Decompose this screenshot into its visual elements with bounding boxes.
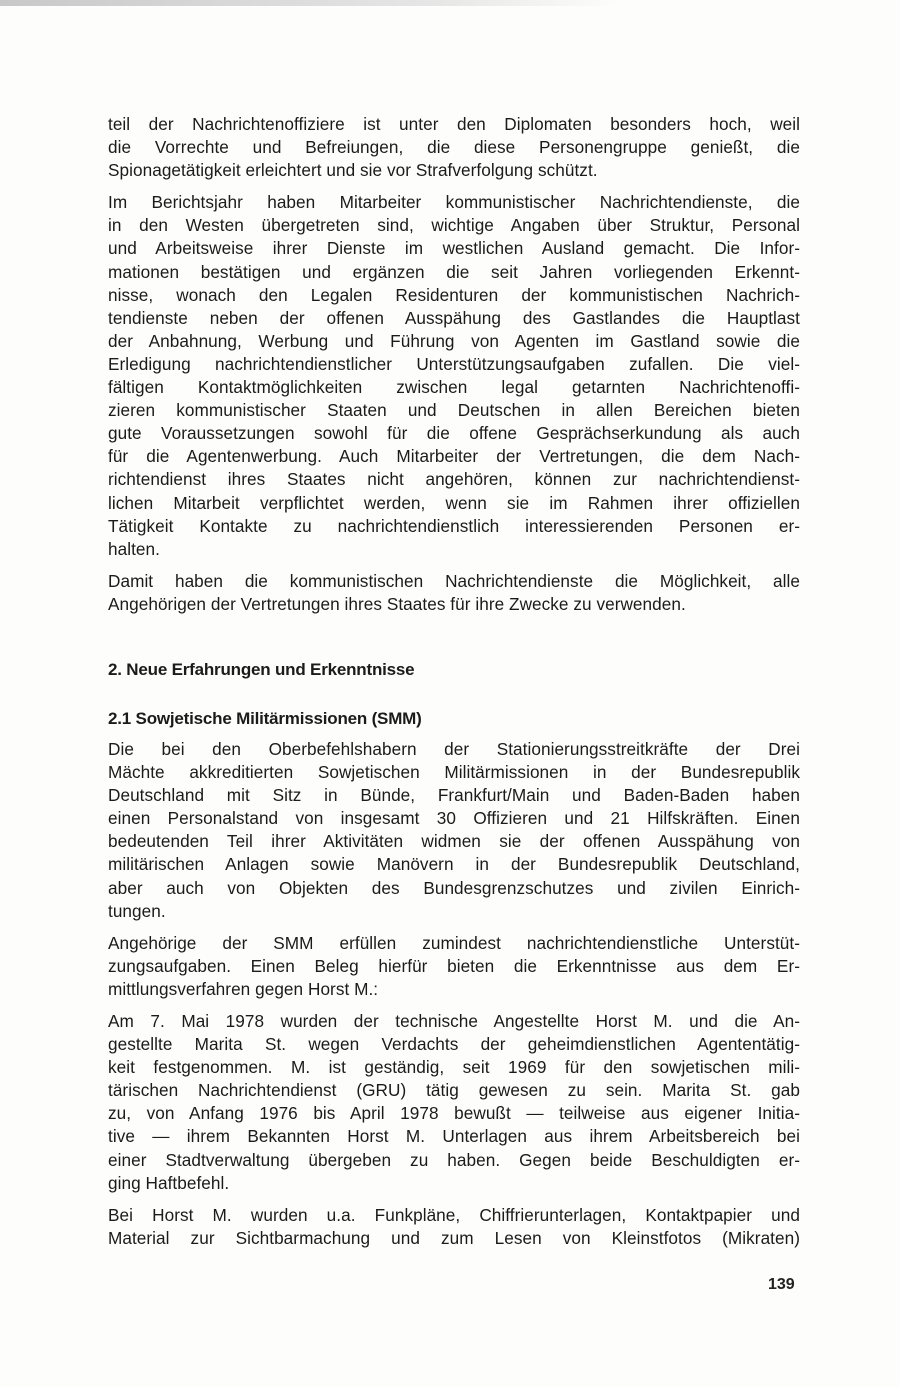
text-line: mationen bestätigen und ergänzen die seit Jahren vorliegenden Erkennt- xyxy=(108,261,800,282)
text-line: tärischen Nachrichtendienst (GRU) tätig gewesen zu sein. Marita St. gab xyxy=(108,1080,800,1101)
document-page xyxy=(108,113,800,1250)
text-line: Spionagetätigkeit erleichtert und sie vor Strafverfolgung schützt. xyxy=(108,160,598,181)
text-line: Mächte akkreditierten Sowjetischen Militärmissionen in der Bundesrepublik xyxy=(108,762,800,783)
text-line: nisse, wonach den Legalen Residenturen der kommunistischen Nachrich- xyxy=(108,284,800,305)
text-line: keit festgenommen. M. ist geständig, seit 1969 für den sowjetischen mili- xyxy=(108,1057,800,1078)
text-line: für die Agentenwerbung. Auch Mitarbeiter der Vertretungen, die dem Nach- xyxy=(108,446,800,467)
text-line: tendienste neben der offenen Ausspähung des Gastlandes die Hauptlast xyxy=(108,307,800,328)
text-line: Damit haben die kommunistischen Nachrichtendienste die Möglichkeit, alle xyxy=(108,570,800,591)
text-line: Material zur Sichtbarmachung und zum Lesen von Kleinstfotos (Mikraten) xyxy=(108,1227,800,1248)
text-line: tungen. xyxy=(108,900,166,921)
text-line: militärischen Anlagen sowie Manövern in der Bundesrepublik Deutschland, xyxy=(108,854,800,875)
paragraph-seized-material xyxy=(108,1204,800,1250)
text-line: teil der Nachrichtenoffiziere ist unter den Diplomaten besonders hoch, weil xyxy=(108,114,800,134)
text-line: die Vorrechte und Befreiungen, die diese Personengruppe genießt, die xyxy=(108,137,800,158)
scan-edge-shadow xyxy=(0,0,620,6)
text-line: Tätigkeit Kontakte zu nachrichtendienstlich interessierenden Personen er- xyxy=(108,515,800,536)
text-line: der Anbahnung, Werbung und Führung von Agenten im Gastland sowie die xyxy=(108,330,800,351)
text-line: lichen Mitarbeit verpflichtet werden, wenn sie im Rahmen ihrer offiziellen xyxy=(108,492,800,513)
text-line: halten. xyxy=(108,538,160,559)
subsection-heading: 2.1 Sowjetische Militärmissionen (SMM) xyxy=(108,708,422,728)
text-line: ging Haftbefehl. xyxy=(108,1172,230,1193)
text-line: zieren kommunistischer Staaten und Deutschen in allen Bereichen bieten xyxy=(108,400,800,421)
text-line: und Arbeitsweise ihrer Dienste im westlichen Ausland gemacht. Die Infor- xyxy=(108,238,800,259)
section-heading: 2. Neue Erfahrungen und Erkenntnisse xyxy=(108,659,415,679)
text-line: tive — ihrem Bekannten Horst M. Unterlagen aus ihrem Arbeitsbereich bei xyxy=(108,1126,800,1147)
paragraph-diplomats xyxy=(108,113,800,182)
text-line: bedeutenden Teil ihrer Aktivitäten widmen sie der offenen Ausspähung von xyxy=(108,831,800,852)
paragraph-defectors-report xyxy=(108,191,800,561)
text-line: Im Berichtsjahr haben Mitarbeiter kommunistischer Nachrichtendienste, die xyxy=(108,192,800,213)
text-line: aber auch von Objekten des Bundesgrenzschutzes und zivilen Einrich- xyxy=(108,877,800,898)
paragraph-arrest-case xyxy=(108,1010,800,1195)
text-line: zu, von Anfang 1976 bis April 1978 bewußt — teilweise aus eigener Initia- xyxy=(108,1103,800,1124)
text-line: Bei Horst M. wurden u.a. Funkpläne, Chiffrierunterlagen, Kontaktpapier und xyxy=(108,1204,800,1225)
text-line: einer Stadtverwaltung übergeben zu haben. Gegen beide Beschuldigten er- xyxy=(108,1149,800,1170)
paragraph-smm-support xyxy=(108,932,800,1001)
text-line: Angehörige der SMM erfüllen zumindest nachrichtendienstliche Unterstüt- xyxy=(108,932,800,953)
text-line: fältigen Kontaktmöglichkeiten zwischen legal getarnten Nachrichtenoffi- xyxy=(108,377,800,398)
paragraph-smm-overview xyxy=(108,738,800,923)
text-line: zungsaufgaben. Einen Beleg hierfür bieten die Erkenntnisse aus dem Er- xyxy=(108,955,800,976)
text-line: Die bei den Oberbefehlshabern der Stationierungsstreitkräfte der Drei xyxy=(108,738,800,759)
text-line: gute Voraussetzungen sowohl für die offene Gesprächserkundung als auch xyxy=(108,423,800,444)
text-line: Deutschland mit Sitz in Bünde, Frankfurt/Main und Baden-Baden haben xyxy=(108,785,800,806)
text-line: in den Westen übergetreten sind, wichtige Angaben über Struktur, Personal xyxy=(108,215,800,236)
page-number: 139 xyxy=(768,1276,795,1293)
text-line: Erledigung nachrichtendienstlicher Unterstützungsaufgaben zufallen. Die viel- xyxy=(108,353,800,374)
text-line: richtendienst ihres Staates nicht angehören, können zur nachrichtendienst- xyxy=(108,469,800,490)
text-line: gestellte Marita St. wegen Verdachts der geheimdienstlichen Agententätig- xyxy=(108,1034,800,1055)
text-line: mittlungsverfahren gegen Horst M.: xyxy=(108,978,379,999)
text-line: Am 7. Mai 1978 wurden der technische Angestellte Horst M. und die An- xyxy=(108,1011,800,1031)
text-line: einen Personalstand von insgesamt 30 Offizieren und 21 Hilfskräften. Einen xyxy=(108,808,800,829)
text-line: Angehörigen der Vertretungen ihres Staates für ihre Zwecke zu verwenden. xyxy=(108,593,686,614)
paragraph-conclusion xyxy=(108,570,800,616)
